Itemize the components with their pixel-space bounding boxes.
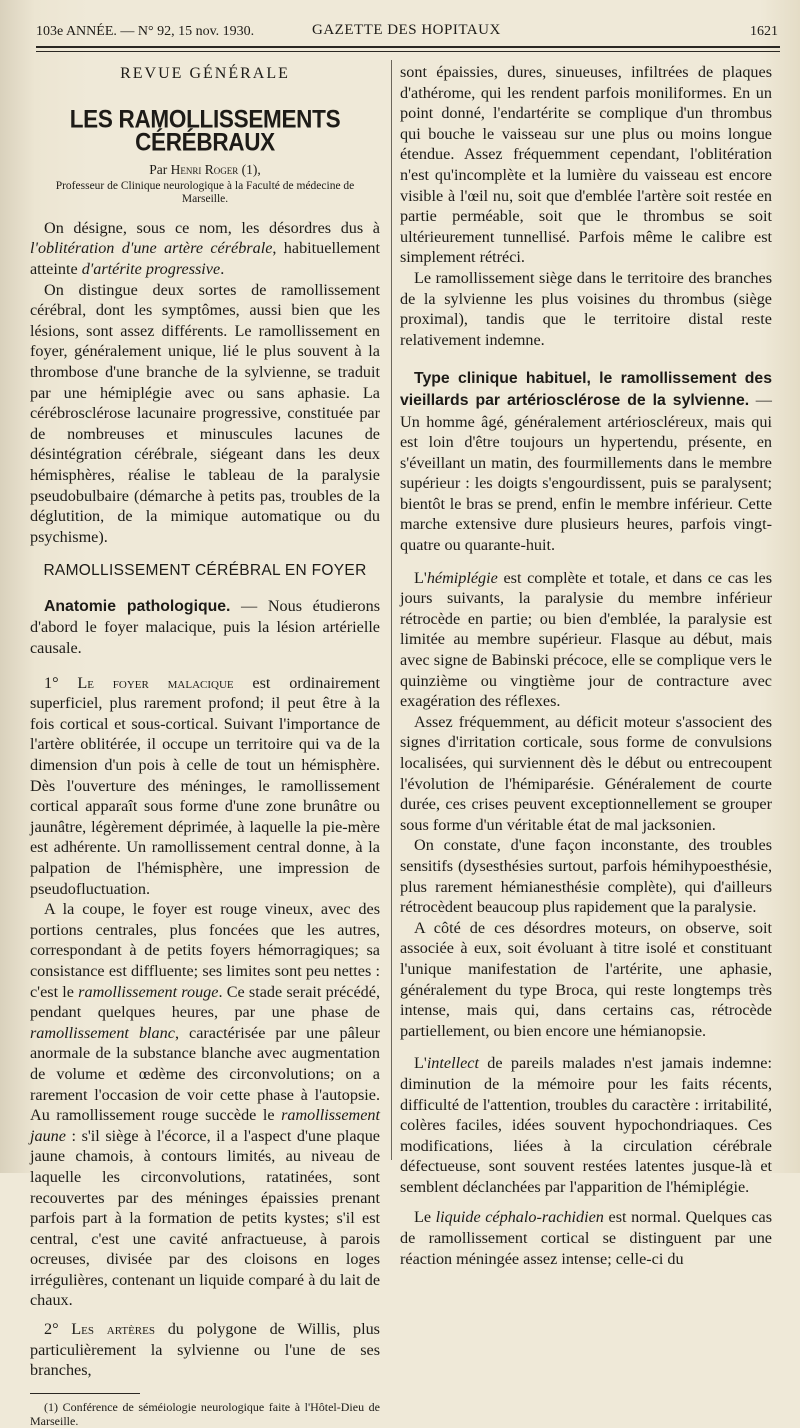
- text-run: L': [414, 568, 427, 587]
- text-run-italic: ramollissement blanc: [30, 1023, 175, 1042]
- running-header: [36, 20, 778, 44]
- paragraph-type-clinique: [400, 368, 772, 555]
- text-run-smallcaps: Le foyer malacique: [77, 673, 234, 692]
- journal-title: GAZETTE DES HOPITAUX: [312, 22, 501, 38]
- text-run: , caractérisée par une pâleur anormale de la substance blanche avec augmentation de volume et œdème des circonvolutions; on a rarement l'occasion de voir cette phase à l'autopsie. Au ramollissement rouge succède le: [30, 1023, 381, 1125]
- text-run-italic: hémiplégie: [426, 568, 498, 587]
- paragraph-anatomy: [30, 596, 380, 659]
- article-title: LES RAMOLLISSEMENTS CÉRÉBRAUX: [69, 105, 341, 156]
- text-run-italic: liquide céphalo-rachidien: [435, 1208, 604, 1227]
- text-run-italic: l'oblitération d'une artère cérébrale: [30, 239, 273, 258]
- text-run-italic: intellect: [426, 1054, 479, 1073]
- spacer: [30, 1311, 380, 1319]
- rubric: REVUE GÉNÉRALE: [120, 65, 290, 82]
- paragraph-liquide: [400, 1207, 772, 1269]
- text-run: du polygone de Willis, plus particulièrement la sylvienne ou l'une de ses branches,: [30, 1320, 380, 1380]
- paragraph-foyer: [30, 673, 380, 900]
- text-run: de pareils malades n'est jamais indemne: diminution de la mémoire pour les faits récents, difficulté de l'attention, troubles du caractère : irritabilité, colères faciles, idées souvent hypochondriaques. Ces modifications, liées à la circulation cérébrale défectueuse, sont souvent restées latentes jusque-là et semblent déclanchées par l'apparition de l'hémiplégie.: [400, 1054, 772, 1196]
- paragraph-irritation: Assez fréquemment, au déficit moteur s'associent des signes d'irritation corticale, sous forme de convulsions localisées, qui surviennent dès le début ou entrecoupent l'évolution de l'hémiparésie. Généralement de courte durée, ces crises peuvent exceptionnellement se grouper sous forme d'un véritable état de mal jacksonien.: [400, 712, 772, 834]
- paragraph-coupe: [30, 899, 380, 1311]
- text-run-smallcaps: Les artères: [71, 1320, 155, 1339]
- right-column: [400, 62, 772, 1269]
- footnote: (1) Conférence de séméiologie neurologique faite à l'Hôtel-Dieu de Marseille.: [30, 1399, 380, 1428]
- text-run: . Ce stade serait précédé, pendant quelques heures, par une phase de: [30, 982, 380, 1022]
- text-run: , habituellement atteinte: [30, 239, 380, 278]
- list-number: 2°: [44, 1320, 72, 1339]
- author-affiliation: Professeur de Clinique neurologique à la Faculté de médecine de Marseille.: [55, 179, 355, 205]
- paragraph-two-kinds: On distingue deux sortes de ramollissement cérébral, dont les symptômes, aussi bien que les lésions, sont assez différents. Le ramollissement en foyer, généralement unique, lié le plus souvent à la thrombose d'une branche de la sylvienne, se traduit par une hémiplégie avec ou sans aphasie. La cérébrosclérose lacunaire progressive, constituée par de nombreuses et minuscules lacunes de désintégration cérébrale, siégeant dans les deux hémisphères, réalise le tableau de la paralysie pseudobulbaire (démarche à petits pas, troubles de la déglutition, de la mimique automatique ou du psychisme).: [30, 280, 380, 546]
- text-run: A la coupe, le foyer est rouge vineux, avec des portions centrales, plus foncées que les autres, correspondant à de petits foyers hémorragiques; sa consistance est diffluente; ses limites sont peu nettes : c'est le: [30, 900, 380, 1001]
- header-rule-thick: [36, 46, 780, 48]
- text-run: .: [220, 259, 225, 278]
- paragraph-arteres: [30, 1319, 380, 1381]
- text-run: est ordinairement superficiel, plus rarement profond; il peut être à la fois cortical et sous-cortical. Suivant l'importance de l'artère oblitérée, il occupe un territoire qui va de la dimension d'un pois à celle de tout un hémisphère. Dès l'ouverture des méninges, le ramollissement cortical apparaît sous forme d'une zone brunâtre ou jaunâtre, légèrement déprimée, à laquelle la pie-mère est adhérente. Un ramollissement central donne, à la palpation de l'hémisphère, une impression de pseudofluctuation.: [30, 673, 381, 898]
- paragraph-hemiplegie: [400, 568, 772, 712]
- text-run: — Nous étudierons d'abord le foyer malacique, puis la lésion artérielle causale.: [30, 596, 381, 658]
- text-run: — Un homme âgé, généralement artérioscléreux, mais qui est loin d'être toujours un hypertendu, présente, en s'éveillant un matin, des fourmillements dans le membre supérieur : les doigts s'engourdissent, puis se paralysent; bientôt le bras se prend, enfin le membre inférieur. Cette marche extensive dure plusieurs heures, parfois vingt-quatre ou quarante-huit.: [400, 390, 772, 555]
- column-divider: [391, 60, 392, 1160]
- footnote-rule: [30, 1393, 140, 1394]
- text-run-italic: d'artérite progressive: [81, 259, 221, 278]
- anatomy-heading: Anatomie pathologique.: [44, 597, 231, 615]
- header-rule-thin: [36, 51, 780, 52]
- paragraph-arteres-cont: sont épaissies, dures, sinueuses, infiltrées de plaques d'athérome, qui les rendent parfois moniliformes. En un point donné, l'endartérite se complique d'un thrombus qui bouche le vaisseau sur une plus ou moins longue étendue. Assez fréquemment cependant, l'oblitération n'est qu'incomplète et la lumière du vaisseau est encore visible à l'œil nu, soit que d'emblée l'artère soit restée en partie perméable, soit que le thrombus se soit ultérieurement tunnellisé. Parfois même le calibre est simplement rétréci.: [400, 63, 772, 267]
- text-run: est complète et totale, et dans ce cas les jours suivants, la paralysie du membre inférieur rétrocède en partie; ou bien d'emblée, la paralysie est limitée au membre supérieur. Flasque au début, mais avec signe de Babinski précoce, elle se complique vers le quinzième ou vingtième jour de contracture avec exagération des réflexes.: [400, 568, 772, 711]
- issue-info: 103e ANNÉE. — N° 92, 15 nov. 1930.: [36, 24, 255, 39]
- list-number: 1°: [44, 673, 78, 692]
- text-run: est normal. Quelques cas de ramollissement cortical se distinguent par une réaction méningée assez intense; celle-ci du: [400, 1208, 772, 1268]
- type-heading: Type clinique habituel, le ramollissement des vieillards par artériosclérose de la sylvienne.: [400, 370, 772, 409]
- text-run: L': [414, 1054, 427, 1073]
- paragraph-intellect: [400, 1053, 772, 1197]
- text-run-italic: ramollissement jaune: [30, 1106, 380, 1145]
- spacer: [30, 659, 380, 673]
- spacer: [400, 350, 772, 368]
- paragraph-siege: Le ramollissement siège dans le territoire des branches de la sylvienne les plus voisines du thrombus (siège proximal), tandis que le territoire distal reste relativement indemne.: [400, 268, 772, 349]
- left-column: [30, 62, 380, 1428]
- author-note-ref: (1),: [241, 161, 261, 177]
- text-run: : s'il siège à l'écorce, il a l'aspect d'une plaque jaune chamois, à contours limités, au niveau de laquelle les circonvolutions, ratatinées, sont recouvertes par des méninges épaissies prenant parfois part à la formation de petits kystes; s'il est central, c'est une cavité anfractueuse, à parois ocreuses, divisée par des cloisons en loges irrégulières, contenant un liquide comparé à du lait de chaux.: [30, 1126, 380, 1310]
- page-number: 1621: [750, 24, 778, 39]
- paragraph-aphasie: A côté de ces désordres moteurs, on observe, soit associée à eux, soit évoluant à titre isolé et constituant l'unique manifestation de l'artérite, une aphasie, généralement du type Broca, qui reste longtemps très intense, mais qui, dans certains cas, rétrocède partiellement, ou bien encore une hémianopsie.: [400, 918, 772, 1040]
- text-run: Le: [414, 1208, 436, 1227]
- paragraph-intro: [30, 218, 380, 280]
- paragraph-sensitifs: On constate, d'une façon inconstante, des troubles sensitifs (dysesthésies surtout, parfois hémihypoesthésie, plus rarement hémianesthésie complète), qui d'ailleurs rétrocèdent beaucoup plus rapidement que la paralysie.: [400, 836, 772, 917]
- byline-prefix: Par: [149, 161, 168, 177]
- spacer: [400, 1197, 772, 1207]
- section-heading: RAMOLLISSEMENT CÉRÉBRAL EN FOYER: [43, 562, 367, 580]
- spacer: [400, 1041, 772, 1053]
- byline: [30, 162, 380, 178]
- spacer: [400, 556, 772, 568]
- text-run: On désigne, sous ce nom, les désordres dus à: [44, 218, 380, 237]
- text-run-italic: ramollissement rouge: [78, 982, 219, 1001]
- author-name: Henri Roger: [170, 161, 239, 177]
